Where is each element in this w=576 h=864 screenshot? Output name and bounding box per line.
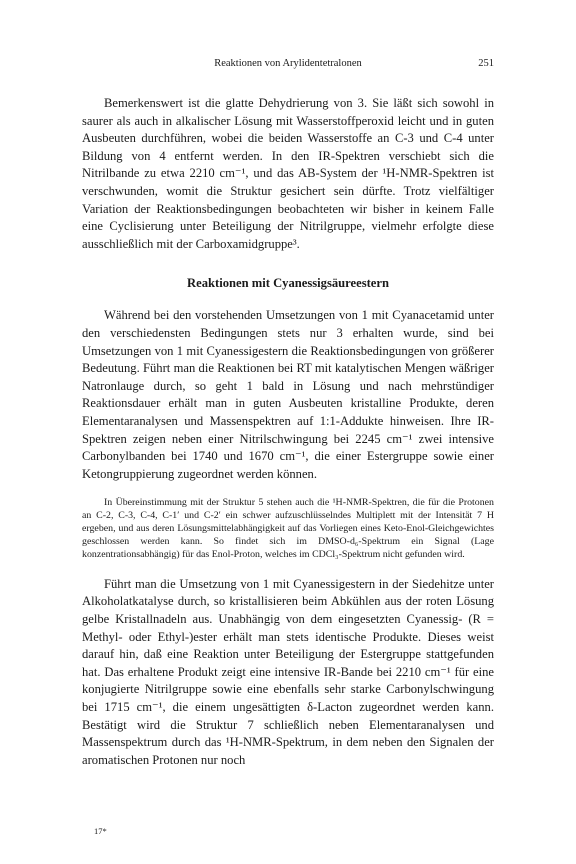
paragraph: Bemerkenswert ist die glatte Dehydrierung von 3. Sie läßt sich sowohl in saurer als auch in alkalischer Lösung mit Wasserstoffperoxid leicht und in guten Ausbeuten durchführen, wobei die beiden Wasserstoffe an C-3 und C-4 unter Bildung von 4 entfernt werden. In den IR-Spektren verschiebt sich die Nitrilbande zu etwa 2210 cm⁻¹, und das AB-System der ¹H-NMR-Spektren ist verschwunden, womit die Struktur gesichert sein dürfte. Trotz vielfältiger Variation der Reaktionsbedingungen beobachteten wir bisher in keinem Falle eine Cyclisierung unter Beteiligung der Nitrilgruppe, vielmehr erfolgte diese ausschließlich mit der Carboxamidgruppe³. — [82, 96, 494, 251]
main-text — [82, 95, 494, 769]
small-print-note: In Übereinstimmung mit der Struktur 5 stehen auch die ¹H-NMR-Spektren, die für die Protonen an C-2, C-3, C-4, C-1′ und C-2′ ein schwer aufzuschlüsselndes Multiplett mit der Intensität 7 H ergeben, und aus deren Lösungsmittelabhängigkeit auf das Vorliegen eines Keto-Enol-Gleichgewichtes geschlossen werden kann. So findet sich im DMSO-d₆-Spektrum ein Signal (Lage konzentrationsabhängig) für das Enol-Proton, welches im CDCl₃-Spektrum nicht gefunden wird. — [82, 497, 494, 560]
running-header — [82, 58, 494, 74]
section-heading: Reaktionen mit Cyanessigsäureestern — [187, 276, 389, 291]
paragraph: Führt man die Umsetzung von 1 mit Cyanessigestern in der Siedehitze unter Alkoholatkatalyse durch, so kristallisieren beim Abkühlen aus der roten Lösung gelbe Kristallnadeln aus. Unabhängig von dem eingesetzten Cyanessig- (R = Methyl- oder Ethyl-)ester erhält man stets identische Produkte. Dieses weist darauf hin, daß eine Reaktion unter Beteiligung der Estergruppe stattgefunden hat. Das erhaltene Produkt zeigt eine intensive IR-Bande bei 2210 cm⁻¹ für eine konjugierte Nitrilgruppe sowie eine ebenfalls sehr starke Carbonylschwingung bei 1715 cm⁻¹, die einem ungesättigten δ-Lacton zugeordnet werden kann. Bestätigt wird die Struktur 7 schließlich neben Elementaranalysen und Massenspektrum durch das ¹H-NMR-Spektrum, in dem neben den Signalen der aromatischen Protonen nur noch — [82, 576, 494, 767]
page-number: 251 — [478, 58, 494, 69]
paragraph: Während bei den vorstehenden Umsetzungen von 1 mit Cyanacetamid unter den verschiedensten Bedingungen stets nur 3 erhalten wurde, sind bei Umsetzungen von 1 mit Cyanessigestern die Reaktionsbedingungen von größerer Bedeutung. Führt man die Reaktionen bei RT mit katalytischen Mengen wäßriger Natronlauge durch, so geht 1 bald in Lösung und nach mehrstündiger Reaktionsdauer erhält man in guten Ausbeuten kristalline Produkte, deren Elementaranalysen und Massenspektren auf 1:1-Addukte hinweisen. Ihre IR-Spektren zeigen neben einer Nitrilschwingung bei 2245 cm⁻¹ zwei intensive Carbonylbanden bei 1740 und 1670 cm⁻¹, die einer Estergruppe sowie einer Ketongruppierung zugeordnet werden können. — [82, 308, 494, 481]
signature-mark: 17* — [94, 826, 107, 836]
running-title: Reaktionen von Arylidentetralonen — [214, 58, 362, 69]
